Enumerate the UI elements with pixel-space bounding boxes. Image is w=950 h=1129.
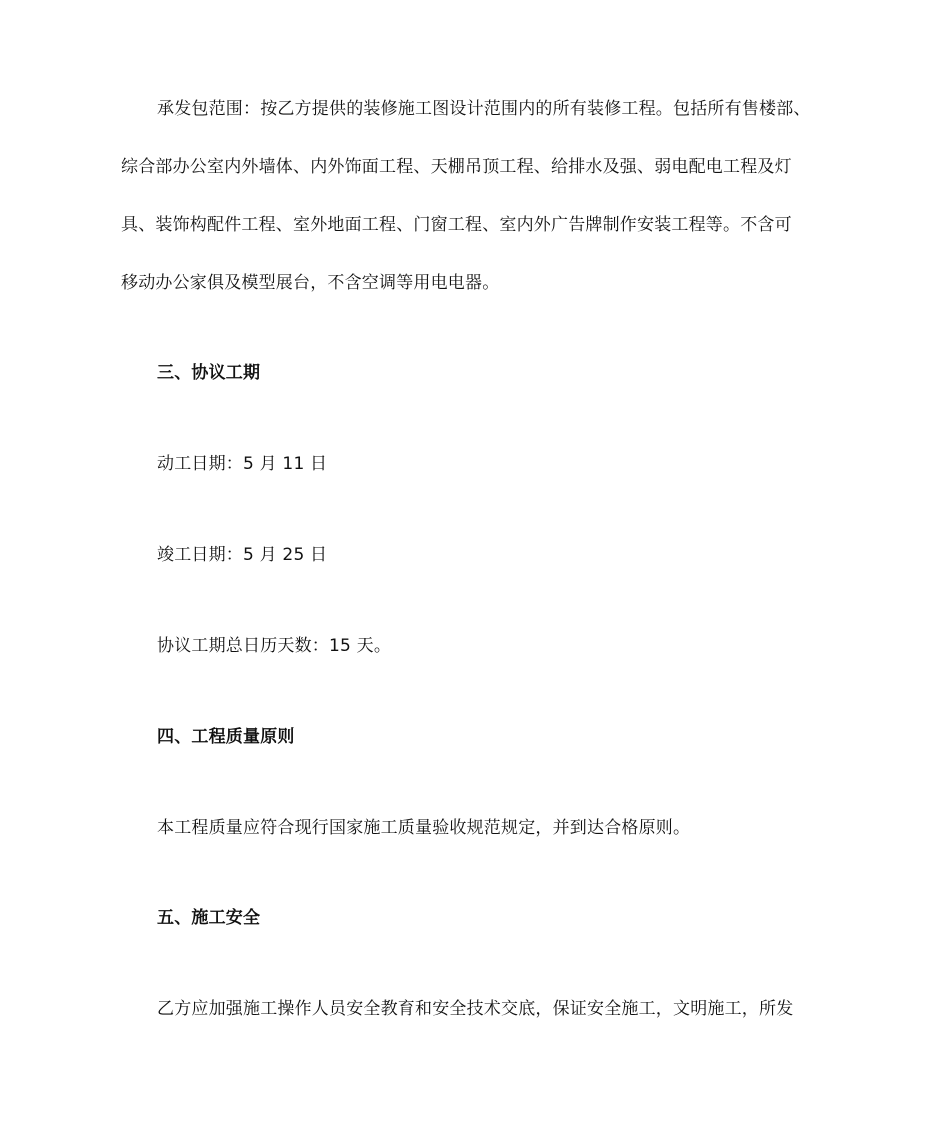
section-3-heading: 三、协议工期 xyxy=(157,363,261,383)
section-5-heading: 五、施工安全 xyxy=(157,908,261,928)
scope-line-3: 具、装饰构配件工程、室外地面工程、门窗工程、室内外广告牌制作安装工程等。不含可 xyxy=(121,215,792,235)
scope-line-1: 承发包范围：按乙方提供的装修施工图设计范围内的所有装修工程。包括所有售楼部、 xyxy=(157,99,811,119)
scope-line-2: 综合部办公室内外墙体、内外饰面工程、天棚吊顶工程、给排水及强、弱电配电工程及灯 xyxy=(121,157,792,177)
quality-text: 本工程质量应符合现行国家施工质量验收规范规定，并到达合格原则。 xyxy=(157,818,691,838)
total-days: 协议工期总日历天数：15 天。 xyxy=(157,636,392,656)
completion-date: 竣工日期：5 月 25 日 xyxy=(157,545,328,565)
scope-line-4: 移动办公家俱及模型展台，不含空调等用电电器。 xyxy=(121,273,500,293)
start-date: 动工日期：5 月 11 日 xyxy=(157,454,328,474)
section-4-heading: 四、工程质量原则 xyxy=(157,727,295,747)
safety-text: 乙方应加强施工操作人员安全教育和安全技术交底，保证安全施工，文明施工，所发 xyxy=(157,999,794,1019)
